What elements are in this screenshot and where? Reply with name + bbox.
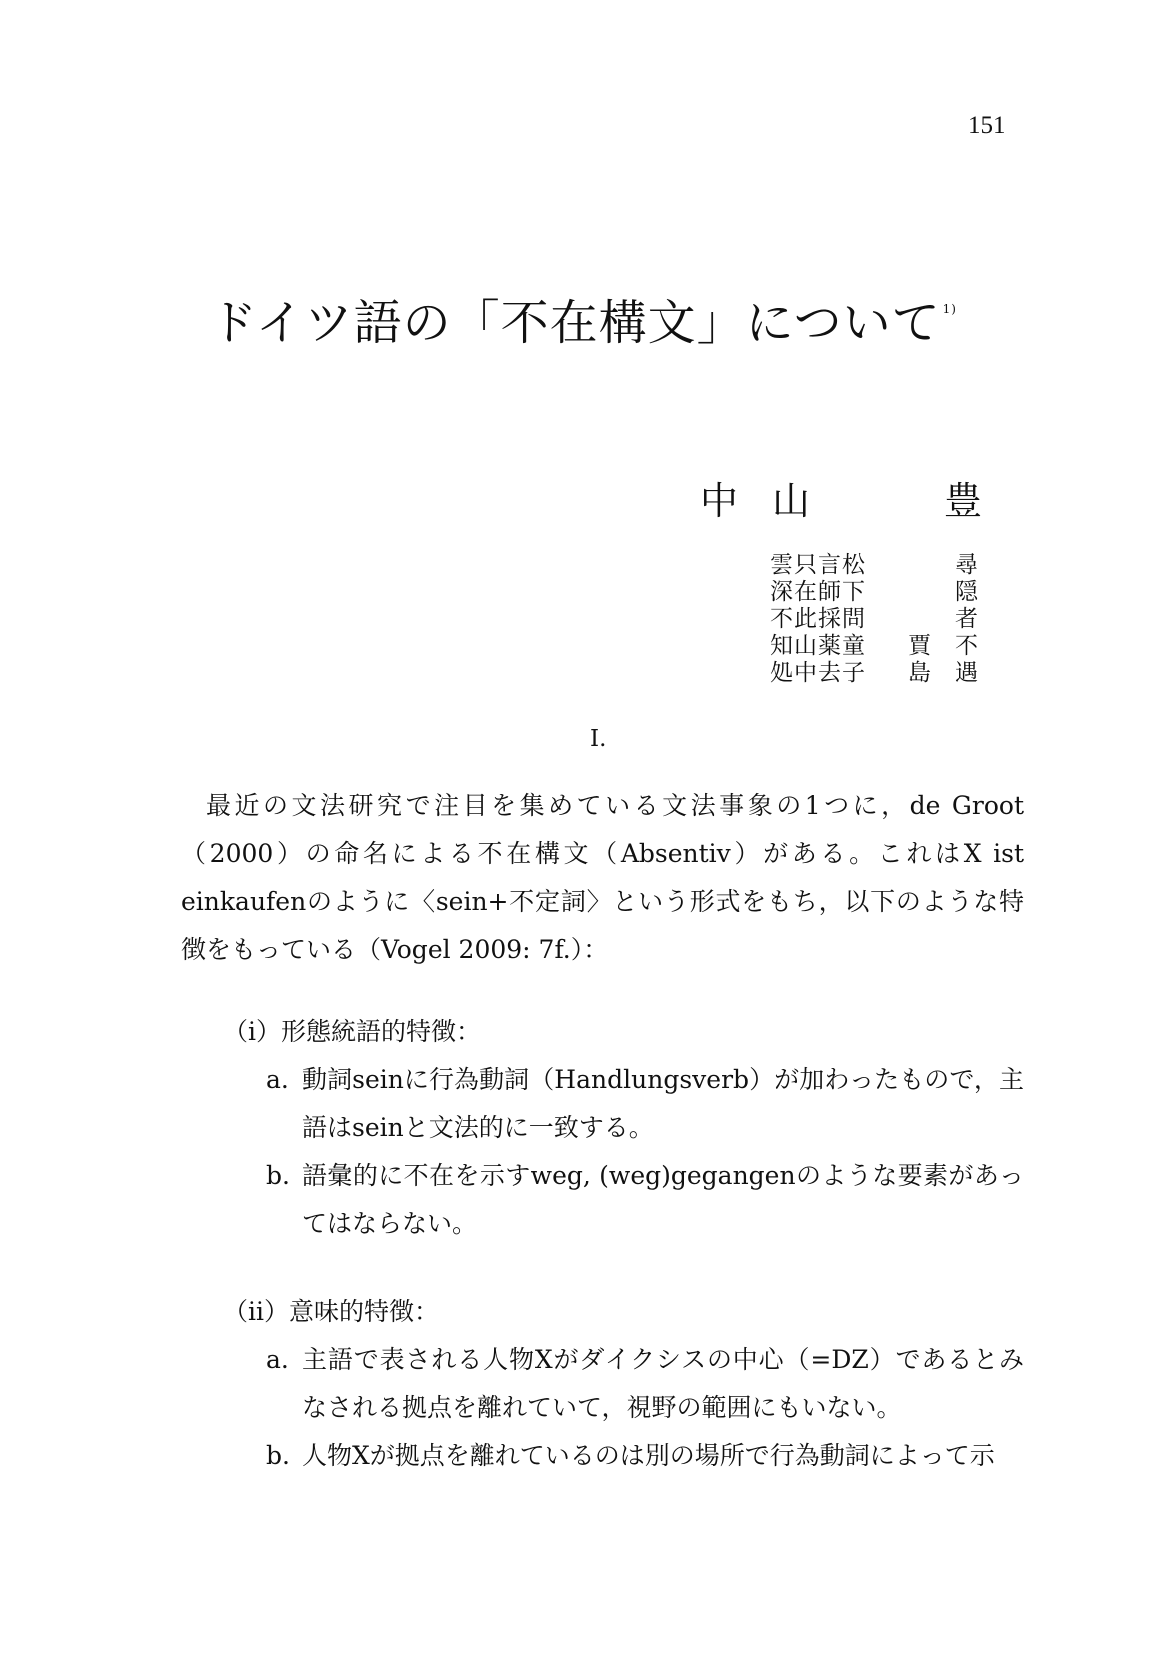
- poem-line: [770, 579, 978, 606]
- item-marker: b.: [266, 1441, 290, 1470]
- author-family-char: 中: [700, 479, 739, 523]
- poem-line-text: 不此採問: [770, 606, 866, 632]
- author-name: [700, 470, 982, 525]
- body-paragraph: 最近の文法研究で注目を集めている文法事象の1つに，de Groot（2000）の命名による不在構文（Absentiv）がある。これはX ist einkaufenのように〈sein+不定詞〉という形式をもち，以下のような特徴をもっている（Vogel 2009: 7f.）：: [181, 791, 1024, 964]
- poem-line-title: 尋: [955, 552, 978, 578]
- poem-line-credit: 賈: [908, 633, 931, 659]
- item-text: 語彙的に不在を示すweg, (weg)gegangenのような要素があってはならない。: [302, 1161, 1024, 1238]
- poem-line: [770, 552, 978, 579]
- item-marker: a.: [266, 1345, 289, 1374]
- page-number: 151: [968, 112, 1006, 139]
- item-marker: a.: [266, 1065, 289, 1094]
- poem-line-text: 深在師下: [770, 579, 866, 605]
- item-text: 動詞seinに行為動詞（Handlungsverb）が加わったもので，主語はseinと文法的に一致する。: [302, 1065, 1024, 1142]
- poem-line: [770, 606, 978, 633]
- item-text: 人物Xが拠点を離れているのは別の場所で行為動詞によって示: [302, 1441, 995, 1470]
- feature-heading: （ⅱ）意味的特徴：: [223, 1297, 439, 1326]
- feature-item: [266, 1432, 1024, 1480]
- poem-line-title: 隠: [955, 579, 978, 605]
- poem-line-title: 遇: [955, 660, 978, 686]
- feature-heading: （ⅰ）形態統語的特徴：: [223, 1017, 481, 1046]
- poem-line-text: 知山薬童: [770, 633, 866, 659]
- author-middle-char: 山: [772, 479, 811, 523]
- poem-line-credit: 島: [908, 660, 931, 686]
- poem-line-title: 不: [955, 633, 978, 659]
- section-heading: Ⅰ.: [590, 726, 607, 752]
- feature-item: [266, 1152, 1024, 1248]
- poem-line: [770, 633, 978, 660]
- feature-block: [181, 1008, 1024, 1248]
- item-text: 主語で表される人物Xがダイクシスの中心（=DZ）であるとみなされる拠点を離れていて，視野の範囲にもいない。: [302, 1345, 1024, 1422]
- feature-item: [266, 1056, 1024, 1152]
- author-given-char: 豊: [943, 479, 982, 523]
- page-title: [0, 284, 1166, 353]
- item-marker: b.: [266, 1161, 290, 1190]
- title-footnote-mark: 1): [942, 302, 957, 317]
- feature-item: [266, 1336, 1024, 1432]
- feature-block: [181, 1288, 1024, 1480]
- epigraph-poem: [770, 552, 978, 687]
- poem-line-text: 処中去子: [770, 660, 866, 686]
- poem-line-text: 雲只言松: [770, 552, 866, 578]
- title-text: ドイツ語の「不在構文」について: [209, 295, 941, 352]
- poem-line-title: 者: [955, 606, 978, 632]
- poem-line: [770, 660, 978, 687]
